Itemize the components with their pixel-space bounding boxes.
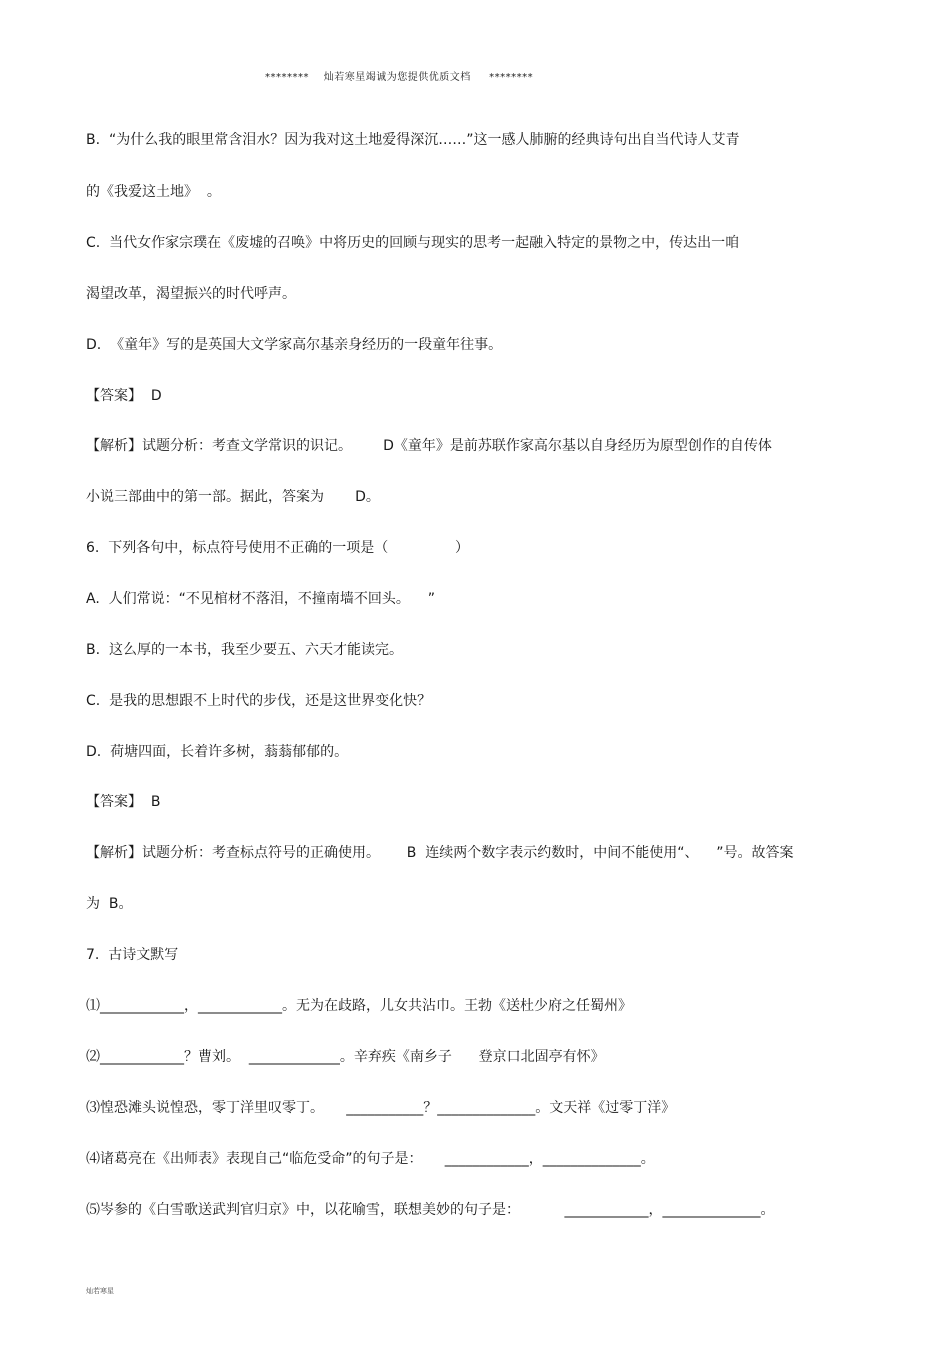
text-line: D. 《童年》写的是英国大文学家高尔基亲身经历的一段童年往事。 <box>86 337 503 353</box>
option-line: D. 荷塘四面，长着许多树，蓊蓊郁郁的。 <box>86 744 349 760</box>
text-line: B. “为什么我的眼里常含泪水？因为我对这土地爱得深沉……”这一感人肺腑的经典诗句出自当代诗人艾青 <box>86 132 740 148</box>
option-line: A. 人们常说：“不见棺材不落泪，不撞南墙不回头。 ” <box>86 591 435 607</box>
text-line: 为 B。 <box>86 896 133 912</box>
text-line: 渴望改革，渴望振兴的时代呼声。 <box>86 286 296 302</box>
fill-blank-line: ⑶惶恐滩头说惶恐，零丁洋里叹零丁。 ___________？______________。文天祥《过零丁洋》 <box>86 1100 676 1116</box>
option-line: B. 这么厚的一本书，我至少要五、六天才能读完。 <box>86 642 403 658</box>
page-header: ******** 灿若寒星竭诚为您提供优质文档 ******** <box>265 72 534 83</box>
question-title: 7. 古诗文默写 <box>86 947 179 963</box>
text-line: 小说三部曲中的第一部。据此，答案为 D。 <box>86 489 380 505</box>
page-footer: 灿若寒星 <box>86 1287 114 1295</box>
answer-line: 【答案】 D <box>86 388 162 404</box>
fill-blank-line: ⑴____________，____________。无为在歧路，儿女共沾巾。王勃《送杜少府之任蜀州》 <box>86 998 632 1014</box>
answer-line: 【答案】 B <box>86 794 161 810</box>
fill-blank-line: ⑵____________？曹刘。 _____________。辛弃疾《南乡子 登京口北固亭有怀》 <box>86 1049 605 1065</box>
text-line: 的《我爱这土地》 。 <box>86 184 221 200</box>
fill-blank-line: ⑸岑参的《白雪歌送武判官归京》中，以花喻雪，联想美妙的句子是： ____________，______________。 <box>86 1202 775 1218</box>
text-line: C. 当代女作家宗璞在《废墟的召唤》中将历史的回顾与现实的思考一起融入特定的景物之中，传达出一咱 <box>86 235 740 251</box>
fill-blank-line: ⑷诸葛亮在《出师表》表现自己“临危受命”的句子是： ____________，______________。 <box>86 1151 655 1167</box>
analysis-line: 【解析】试题分析：考查标点符号的正确使用。 B 连续两个数字表示约数时，中间不能使用“、 ”号。故答案 <box>86 845 794 861</box>
analysis-line: 【解析】试题分析：考查文学常识的识记。 D《童年》是前苏联作家高尔基以自身经历为原型创作的自传体 <box>86 438 772 454</box>
question-title: 6. 下列各句中，标点符号使用不正确的一项是（ ） <box>86 540 470 556</box>
option-line: C. 是我的思想跟不上时代的步伐，还是这世界变化快？ <box>86 693 432 709</box>
